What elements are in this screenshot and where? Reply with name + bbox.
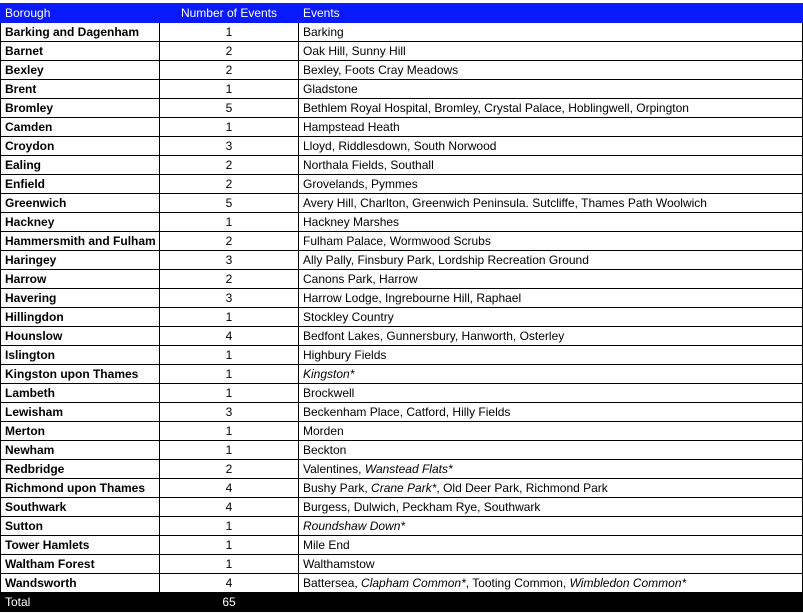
event-count-cell: 3 [160, 137, 299, 156]
event-name: Northala Fields, Southall [303, 158, 434, 172]
table-row [1, 175, 803, 194]
event-count-cell: 4 [160, 574, 299, 593]
event-name: Bethlem Royal Hospital, Bromley, Crystal Palace, Hoblingwell, Orpington [303, 101, 689, 115]
events-cell [299, 574, 803, 593]
events-cell [299, 403, 803, 422]
borough-cell: Hillingdon [1, 308, 160, 327]
event-name: Brockwell [303, 386, 355, 400]
event-name: Hampstead Heath [303, 120, 400, 134]
table-row [1, 479, 803, 498]
events-cell [299, 270, 803, 289]
event-count-cell: 2 [160, 232, 299, 251]
event-count-cell: 2 [160, 270, 299, 289]
event-count-cell: 1 [160, 80, 299, 99]
events-cell [299, 384, 803, 403]
table-row [1, 574, 803, 593]
events-cell [299, 498, 803, 517]
events-cell [299, 308, 803, 327]
table-row [1, 365, 803, 384]
borough-cell: Southwark [1, 498, 160, 517]
events-table [0, 3, 803, 612]
events-cell [299, 80, 803, 99]
event-count-cell: 5 [160, 99, 299, 118]
event-name: Avery Hill, Charlton, Greenwich Peninsula. Sutcliffe, Thames Path Woolwich [303, 196, 707, 210]
event-count-cell: 2 [160, 156, 299, 175]
events-cell [299, 289, 803, 308]
table-body [1, 23, 803, 593]
event-name: Beckton [303, 443, 347, 457]
event-count-cell: 1 [160, 213, 299, 232]
table-row [1, 498, 803, 517]
header-borough: Borough [1, 4, 160, 23]
event-count-cell: 2 [160, 42, 299, 61]
event-count-cell: 4 [160, 479, 299, 498]
borough-cell: Croydon [1, 137, 160, 156]
borough-cell: Merton [1, 422, 160, 441]
table-row [1, 403, 803, 422]
events-cell [299, 365, 803, 384]
table-row [1, 384, 803, 403]
event-name: Ally Pally, Finsbury Park, Lordship Recreation Ground [303, 253, 589, 267]
events-cell [299, 517, 803, 536]
borough-cell: Harrow [1, 270, 160, 289]
event-name: Valentines, [303, 462, 365, 476]
table-row [1, 80, 803, 99]
event-name-italic: Wanstead Flats* [364, 462, 453, 476]
events-cell [299, 232, 803, 251]
borough-cell: Wandsworth [1, 574, 160, 593]
borough-cell: Waltham Forest [1, 555, 160, 574]
event-name: Harrow Lodge, Ingrebourne Hill, Raphael [303, 291, 522, 305]
event-count-cell: 1 [160, 346, 299, 365]
events-cell [299, 327, 803, 346]
total-count: 65 [160, 593, 299, 612]
table-row [1, 137, 803, 156]
events-cell [299, 42, 803, 61]
table-row [1, 517, 803, 536]
borough-cell: Islington [1, 346, 160, 365]
table-row [1, 289, 803, 308]
header-events: Events [299, 4, 803, 23]
event-name: Mile End [303, 538, 350, 552]
event-name-italic: Clapham Common* [361, 576, 466, 590]
total-events-empty [299, 593, 803, 612]
table-row [1, 42, 803, 61]
table-header [1, 4, 803, 23]
events-cell [299, 251, 803, 270]
event-count-cell: 5 [160, 194, 299, 213]
table-row [1, 156, 803, 175]
event-name-italic: Roundshaw Down* [303, 519, 406, 533]
table-row [1, 23, 803, 42]
event-count-cell: 3 [160, 289, 299, 308]
event-count-cell: 2 [160, 61, 299, 80]
event-count-cell: 1 [160, 517, 299, 536]
table-row [1, 61, 803, 80]
event-count-cell: 1 [160, 384, 299, 403]
event-count-cell: 3 [160, 251, 299, 270]
event-name-italic: Crane Park* [371, 481, 437, 495]
table-row [1, 327, 803, 346]
borough-cell: Bexley [1, 61, 160, 80]
events-cell [299, 137, 803, 156]
event-name: Walthamstow [303, 557, 375, 571]
borough-cell: Hackney [1, 213, 160, 232]
event-name: Beckenham Place, Catford, Hilly Fields [303, 405, 511, 419]
events-cell [299, 479, 803, 498]
events-cell [299, 441, 803, 460]
event-name: Battersea, [303, 576, 362, 590]
table-row [1, 441, 803, 460]
event-name: Bedfont Lakes, Gunnersbury, Hanworth, Osterley [303, 329, 565, 343]
header-number-of-events: Number of Events [160, 4, 299, 23]
borough-cell: Newham [1, 441, 160, 460]
events-cell [299, 99, 803, 118]
event-name: Fulham Palace, Wormwood Scrubs [303, 234, 491, 248]
event-name: Barking [303, 25, 344, 39]
event-count-cell: 1 [160, 308, 299, 327]
header-row [1, 4, 803, 23]
table-row [1, 232, 803, 251]
borough-cell: Hounslow [1, 327, 160, 346]
event-count-cell: 1 [160, 118, 299, 137]
borough-cell: Havering [1, 289, 160, 308]
events-cell [299, 536, 803, 555]
event-name: Bushy Park, [303, 481, 372, 495]
event-name: , Tooting Common, [465, 576, 570, 590]
borough-cell: Greenwich [1, 194, 160, 213]
event-name: Bexley, Foots Cray Meadows [303, 63, 459, 77]
event-name: Morden [303, 424, 344, 438]
events-cell [299, 23, 803, 42]
event-count-cell: 3 [160, 403, 299, 422]
table-row [1, 308, 803, 327]
borough-cell: Lewisham [1, 403, 160, 422]
table-row [1, 118, 803, 137]
borough-cell: Barking and Dagenham [1, 23, 160, 42]
table-row [1, 555, 803, 574]
event-count-cell: 1 [160, 365, 299, 384]
event-count-cell: 1 [160, 422, 299, 441]
table-row [1, 346, 803, 365]
table-row [1, 422, 803, 441]
event-name: Hackney Marshes [303, 215, 400, 229]
events-cell [299, 61, 803, 80]
table-row [1, 194, 803, 213]
total-row [1, 593, 803, 612]
events-cell [299, 194, 803, 213]
total-label: Total [1, 593, 160, 612]
events-cell [299, 555, 803, 574]
table-row [1, 536, 803, 555]
borough-cell: Brent [1, 80, 160, 99]
borough-cell: Bromley [1, 99, 160, 118]
event-name: , Old Deer Park, Richmond Park [436, 481, 608, 495]
event-name: Oak Hill, Sunny Hill [303, 44, 406, 58]
borough-cell: Redbridge [1, 460, 160, 479]
borough-cell: Lambeth [1, 384, 160, 403]
event-count-cell: 4 [160, 327, 299, 346]
event-count-cell: 2 [160, 175, 299, 194]
events-cell [299, 422, 803, 441]
events-cell [299, 213, 803, 232]
table-row [1, 460, 803, 479]
borough-cell: Richmond upon Thames [1, 479, 160, 498]
table-footer [1, 593, 803, 612]
event-count-cell: 2 [160, 460, 299, 479]
event-name: Lloyd, Riddlesdown, South Norwood [303, 139, 497, 153]
events-cell [299, 118, 803, 137]
event-name: Highbury Fields [303, 348, 387, 362]
table-row [1, 270, 803, 289]
borough-cell: Sutton [1, 517, 160, 536]
borough-cell: Camden [1, 118, 160, 137]
event-count-cell: 1 [160, 555, 299, 574]
events-cell [299, 460, 803, 479]
events-cell [299, 346, 803, 365]
borough-cell: Tower Hamlets [1, 536, 160, 555]
table-row [1, 99, 803, 118]
borough-cell: Haringey [1, 251, 160, 270]
event-name: Stockley Country [303, 310, 394, 324]
event-count-cell: 1 [160, 536, 299, 555]
event-count-cell: 1 [160, 23, 299, 42]
event-count-cell: 4 [160, 498, 299, 517]
borough-cell: Hammersmith and Fulham [1, 232, 160, 251]
events-cell [299, 156, 803, 175]
event-name: Grovelands, Pymmes [303, 177, 418, 191]
borough-cell: Kingston upon Thames [1, 365, 160, 384]
borough-cell: Ealing [1, 156, 160, 175]
borough-cell: Enfield [1, 175, 160, 194]
event-name-italic: Kingston* [303, 367, 355, 381]
event-name: Canons Park, Harrow [303, 272, 418, 286]
event-name: Gladstone [303, 82, 358, 96]
event-name: Burgess, Dulwich, Peckham Rye, Southwark [303, 500, 541, 514]
borough-cell: Barnet [1, 42, 160, 61]
table-row [1, 251, 803, 270]
events-cell [299, 175, 803, 194]
event-count-cell: 1 [160, 441, 299, 460]
event-name-italic: Wimbledon Common* [569, 576, 687, 590]
table-row [1, 213, 803, 232]
